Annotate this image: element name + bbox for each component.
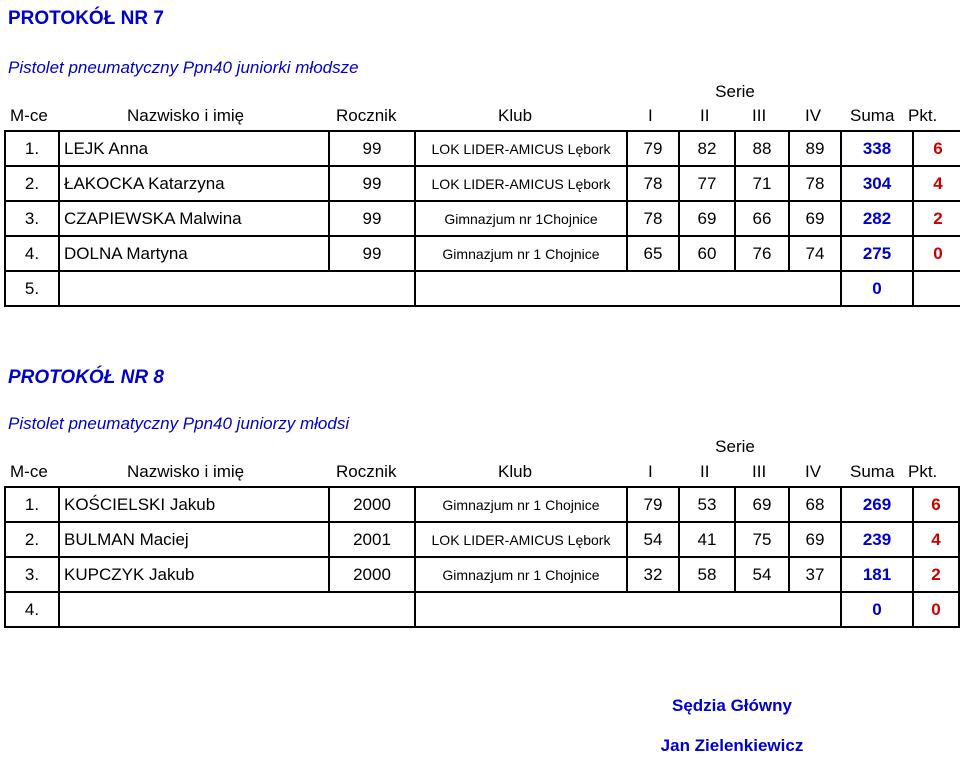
sum-cell: 282 <box>841 201 913 236</box>
series-2-cell: 60 <box>679 236 735 271</box>
series-1-cell: 54 <box>627 522 679 557</box>
points-cell <box>913 271 960 306</box>
sum-cell: 269 <box>841 487 913 522</box>
name-cell: DOLNA Martyna <box>59 236 329 271</box>
club-cell: Gimnazjum nr 1Chojnice <box>415 201 627 236</box>
table-row <box>5 592 959 627</box>
place-cell: 3. <box>5 201 59 236</box>
series-3-cell: 66 <box>735 201 789 236</box>
series-2-cell: 82 <box>679 131 735 166</box>
points-cell: 0 <box>913 592 959 627</box>
points-cell: 0 <box>913 236 960 271</box>
year-cell: 2001 <box>329 522 415 557</box>
points-cell: 4 <box>913 166 960 201</box>
points-cell: 2 <box>913 557 959 592</box>
club-cell: Gimnazjum nr 1 Chojnice <box>415 487 627 522</box>
serie-header: Serie <box>715 82 755 101</box>
header-series-1: I <box>648 106 653 125</box>
year-cell: 99 <box>329 236 415 271</box>
table-row <box>5 522 959 557</box>
header-name: Nazwisko i imię <box>127 462 245 481</box>
club-cell <box>415 271 841 306</box>
header-mce: M-ce <box>10 106 48 125</box>
table-row <box>5 166 960 201</box>
place-cell: 5. <box>5 271 59 306</box>
name-cell <box>59 271 415 306</box>
series-4-cell: 74 <box>789 236 841 271</box>
header-sum: Suma <box>850 462 895 481</box>
place-cell: 1. <box>5 131 59 166</box>
header-series-4: IV <box>805 106 822 125</box>
points-cell: 6 <box>913 131 960 166</box>
series-3-cell: 54 <box>735 557 789 592</box>
name-cell: LEJK Anna <box>59 131 329 166</box>
results-table-7 <box>4 130 960 307</box>
year-cell: 2000 <box>329 557 415 592</box>
points-cell: 2 <box>913 201 960 236</box>
year-cell: 99 <box>329 201 415 236</box>
points-cell: 6 <box>913 487 959 522</box>
series-1-cell: 32 <box>627 557 679 592</box>
protocol-7-subtitle: Pistolet pneumatyczny Ppn40 juniorki młodsze <box>8 58 359 77</box>
header-series-2: II <box>700 106 710 125</box>
header-club: Klub <box>498 106 533 125</box>
header-series-4: IV <box>805 462 822 481</box>
series-4-cell: 89 <box>789 131 841 166</box>
series-1-cell: 79 <box>627 131 679 166</box>
results-table-8 <box>4 486 960 628</box>
series-2-cell: 77 <box>679 166 735 201</box>
series-4-cell: 68 <box>789 487 841 522</box>
protocol-8-title: PROTOKÓŁ NR 8 <box>8 367 164 388</box>
series-4-cell: 69 <box>789 201 841 236</box>
name-cell: CZAPIEWSKA Malwina <box>59 201 329 236</box>
year-cell: 99 <box>329 166 415 201</box>
series-1-cell: 78 <box>627 201 679 236</box>
table-row <box>5 131 960 166</box>
table-row <box>5 271 960 306</box>
judge-name: Jan Zielenkiewicz <box>660 736 804 755</box>
series-1-cell: 78 <box>627 166 679 201</box>
protocol-7-title: PROTOKÓŁ NR 7 <box>8 8 164 29</box>
series-2-cell: 41 <box>679 522 735 557</box>
club-cell <box>415 592 841 627</box>
header-club: Klub <box>498 462 533 481</box>
series-2-cell: 53 <box>679 487 735 522</box>
table-row <box>5 201 960 236</box>
place-cell: 1. <box>5 487 59 522</box>
place-cell: 3. <box>5 557 59 592</box>
series-3-cell: 76 <box>735 236 789 271</box>
name-cell: KUPCZYK Jakub <box>59 557 329 592</box>
header-series-2: II <box>700 462 710 481</box>
series-1-cell: 79 <box>627 487 679 522</box>
sum-cell: 0 <box>841 271 913 306</box>
name-cell: ŁAKOCKA Katarzyna <box>59 166 329 201</box>
header-series-3: III <box>752 106 767 125</box>
year-cell: 99 <box>329 131 415 166</box>
header-points: Pkt. <box>908 462 938 481</box>
table-row <box>5 557 959 592</box>
judge-role: Sędzia Główny <box>672 696 792 715</box>
series-1-cell: 65 <box>627 236 679 271</box>
header-mce: M-ce <box>10 462 48 481</box>
table-row <box>5 487 959 522</box>
serie-header: Serie <box>715 437 755 456</box>
points-cell: 4 <box>913 522 959 557</box>
club-cell: Gimnazjum nr 1 Chojnice <box>415 236 627 271</box>
protocol-8-subtitle: Pistolet pneumatyczny Ppn40 juniorzy młodsi <box>8 414 350 433</box>
series-2-cell: 58 <box>679 557 735 592</box>
club-cell: LOK LIDER-AMICUS Lębork <box>415 522 627 557</box>
series-3-cell: 71 <box>735 166 789 201</box>
header-points: Pkt. <box>908 106 938 125</box>
year-cell: 2000 <box>329 487 415 522</box>
club-cell: LOK LIDER-AMICUS Lębork <box>415 166 627 201</box>
sum-cell: 275 <box>841 236 913 271</box>
place-cell: 2. <box>5 166 59 201</box>
sum-cell: 239 <box>841 522 913 557</box>
club-cell: LOK LIDER-AMICUS Lębork <box>415 131 627 166</box>
sum-cell: 181 <box>841 557 913 592</box>
header-name: Nazwisko i imię <box>127 106 245 125</box>
name-cell <box>59 592 415 627</box>
series-3-cell: 88 <box>735 131 789 166</box>
header-year: Rocznik <box>336 462 397 481</box>
table-row <box>5 236 960 271</box>
place-cell: 2. <box>5 522 59 557</box>
place-cell: 4. <box>5 592 59 627</box>
series-4-cell: 69 <box>789 522 841 557</box>
sum-cell: 338 <box>841 131 913 166</box>
series-4-cell: 37 <box>789 557 841 592</box>
series-2-cell: 69 <box>679 201 735 236</box>
header-year: Rocznik <box>336 106 397 125</box>
header-series-3: III <box>752 462 767 481</box>
name-cell: KOŚCIELSKI Jakub <box>59 487 329 522</box>
place-cell: 4. <box>5 236 59 271</box>
sum-cell: 304 <box>841 166 913 201</box>
name-cell: BULMAN Maciej <box>59 522 329 557</box>
series-4-cell: 78 <box>789 166 841 201</box>
header-series-1: I <box>648 462 653 481</box>
series-3-cell: 75 <box>735 522 789 557</box>
club-cell: Gimnazjum nr 1 Chojnice <box>415 557 627 592</box>
header-sum: Suma <box>850 106 895 125</box>
series-3-cell: 69 <box>735 487 789 522</box>
sum-cell: 0 <box>841 592 913 627</box>
